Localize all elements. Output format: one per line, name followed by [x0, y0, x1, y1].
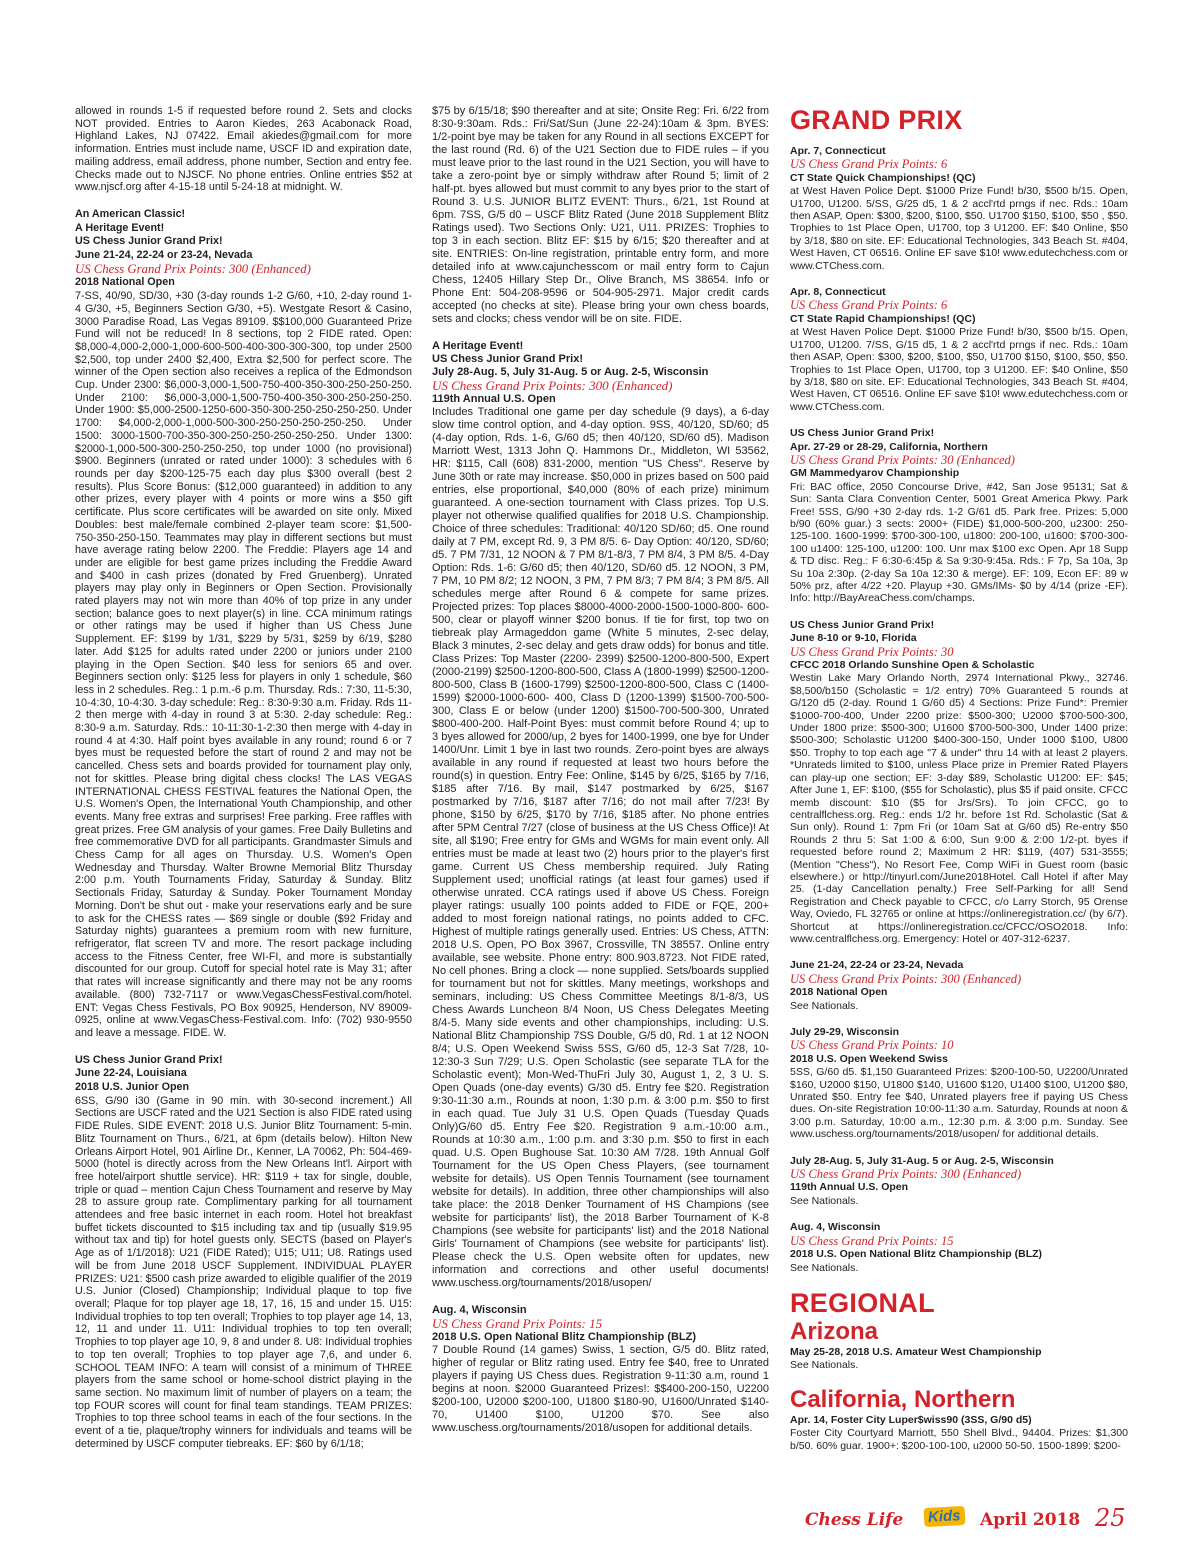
listing-text: See Nationals. [790, 1261, 859, 1274]
spacer [790, 417, 1128, 427]
listing-text: Westin Lake Mary Orlando North, 2974 International Pkwy., 32746. $8,500/b150 (Scholastic = 1/2 entry) 70% Guaranteed 5 rounds at G/120 d5 (2-day. Round 1 G/60 d5) 4 Sections: Prize Fund*: Premier $1000-700-400, Under 2200 prize: $500-300; U2000 $700-500-300, Under 1800 prize: $500-300; U1600 $700-500-300, Under 1400 prize: $500-300; Scholastic U1200 $400-300-150, Under 1000 $100, U800 $50. Trophy to top each age "7 & under" thru 14 with at least 2 players. *Unrateds limited to $100, unless Place prize in Premier Rated Players can play-up one section; EF: 3-day $89, Scholastic U1200: EF: $45; After June 1, EF: $100, ($55 for Scholastic), plus $5 if paid onsite. CFCC memb discount: $10 ($5 for Jrs/Srs). To join CFCC, go to centralflchess.org. Reg.: ends 1/2 hr. before 1st Rd. Scholastic (Sat & Sun only). Round 1: 7pm Fri (or 10am Sat at G/60 d5) Re-entry $50 Rounds 2 thru 5: Sat 1:00 & 6:00, Sun 9:00 & 2:00 1/2-pt. byes if requested before round 2; Maximum 2 HR: $119, (407) 531-3555; (Mention "Chess"), No Resort Fee, Comp WiFi in Guest room (basic elsewhere.) or http://tinyurl.com/June2018Hotel. Call Hotel if after May 25. (1-day Cancellation penalty.) Free Self-Parking for all! Send Registration and Check payable to CFCC, c/o Larry Storch, 95 Orense Way, Oviedo, FL 32765 or online at https://onlineregistration.cc/ (by 6/7). Shortcut at https://onlineregistration.cc/CFCC/OSO2018. Info: www.centralflchess.org. Emergency: Hotel or 407-312-6237. [790, 672, 1128, 945]
region-heading: Arizona [790, 1317, 879, 1345]
grand-prix-points: US Chess Grand Prix Points: 30 [790, 644, 954, 659]
listing-text: 5SS, G/60 d5. $1,150 Guaranteed Prizes: $200-100-50, U2200/Unrated $160, U2000 $150, U1800 $140, U1600 $120, U1400 $100, U1200 $80, Unrated $50. Entry fee $40, Unrated players free if paying US Chess dues. On-site Registration 10:00-11:30 a.m. Saturday, Rounds at noon & 3:00 p.m. Saturday, 10:00 a.m., 12:30 p.m. & 3:00 p.m. Sunday. See www.uschess.org/tournaments/2018/usopen/ for additional details. [790, 1066, 1128, 1141]
spacer [790, 1376, 1128, 1386]
listing-text: See Nationals. [790, 1359, 859, 1372]
listing-text: Foster City Courtyard Marriott, 550 Shell Blvd., 94404. Prizes: $1,300 b/50. 60% guar. 1900+: $200-100-100, u2000 50-50. 1500-1899: $200- [790, 1427, 1128, 1452]
listing-heading: July 28-Aug. 5, July 31-Aug. 5 or Aug. 2-5, Wisconsin [790, 1154, 1054, 1167]
region-heading: California, Northern [790, 1385, 1016, 1413]
spacer [790, 949, 1128, 959]
spacer [790, 276, 1128, 286]
listing-text: at West Haven Police Dept. $1000 Prize Fund! b/30, $500 b/15. Open, U1700, U1200. 7/SS, G/15 d5, 1 & 2 accl'rtd prngs if nec. Rds.: 10am then ASAP, Open: $300, $200, $100, $50, U1700 $150, $100, $50, $50. Trophies to 1st Place Open, U1700, top 3 U1200. EF: $40 Online, $50 by 3/18, $80 on site. EF: Educational Technologies, 343 Beach St. #404, West Haven, CT 06516. Online EF save $10! www.edutechchess.com or www.CTChess.com. [790, 326, 1128, 413]
listing-heading: July 28-Aug. 5, July 31-Aug. 5 or Aug. 2-5, Wisconsin [432, 366, 709, 378]
grand-prix-points: US Chess Grand Prix Points: 300 (Enhanced) [75, 261, 311, 276]
spacer [75, 198, 412, 208]
spacer [75, 1044, 412, 1054]
listing-heading: US Chess Junior Grand Prix! [75, 235, 223, 248]
listing-heading: 2018 U.S. Open National Blitz Championship (BLZ) [790, 1248, 1043, 1261]
listing-text: 7-SS, 40/90, SD/30, +30 (3-day rounds 1-2 G/60, +10, 2-day round 1-4 G/30, +5, Beginners Section G/30, +5). Westgate Resort & Casino, 3000 Paradise Road, Las Vegas 89109. $$100,000 Guaranteed Prize Fund will not be reduced! In 8 sections, top 2 FIDE rated. Open: $8,000-4,000-2,000-1,000-600-500-400-300-300-300, top under 2500 $2,500, top under 2400 $2,400, Extra $2,500 for perfect score. The winner of the Open section also receives a replica of the Edmondson Cup. Under 2300: $6,000-3,000-1,500-750-400-350-300-250-250-250. Under 2100: $6,000-3,000-1,500-750-400-350-300-250-250-250. Under 1900: $5,000-2500-1250-600-350-300-250-250-250-250. Under 1700: $4,000-2,000-1,000-500-300-250-250-250-250-250. Under 1500: 3000-1500-700-350-300-250-250-250-250-250. Under 1300: $2000-1,000-500-300-250-250-250, top under 1000 (no provisional) $900. Beginners (unrated or rated under 1000): 3 schedules with 6 rounds per day $200-125-75 each day plus $300 overall (best 2 results). Plus Score Bonus: ($12,000 guaranteed) in addition to any other prizes, every player with 4 points or more wins a $50 gift certificate. Plus score certificates will be awarded on site only. Mixed Doubles: best male/female combined 2-player team score: $1,500-750-350-250-150. Teammates may play in different sections but must have average rating below 2200. The Freddie: Players age 14 and under are eligible for best game prizes including the Freddie Award and $400 in cash prizes (donated by Fred Gruenberg). Unrated players may play only in Beginners or Open Section. Provisionally rated players may not win more than 40% of top prize in any under section; balance goes to next player(s) in line. CCA minimum ratings or other ratings may be used if higher than US Chess June Supplement. EF: $199 by 1/31, $229 by 5/31, $259 by 6/19, $280 later. Add $125 for adults rated under 2200 or juniors under 2100 playing in the Open Section. $40 less for seniors 65 and over. Beginners section only: $125 less for players in only 1 schedule, $60 less in 2 schedules. Reg.: 1 p.m.-6 p.m. Thursday. Rds.: 7:30, 11-5:30, 10-4:30, 10-4:30. 3-day schedule: Reg.: 8:30-9:30 a.m. Friday. Rds 11-2 then merge with 4-day in round 3 at 5:30. 2-day schedule: Reg.: 8:30-9 a.m. Saturday. Rds.: 10-11:30-1-2:30 then merge with 4-day in round 4 at 4:30. Half point byes available in any round; round 6 or 7 byes must be requested before the start of round 2 and may not be cancelled. Chess sets and boards provided for tournament play only, not for skittles. Please bring digital chess clocks! The LAS VEGAS INTERNATIONAL CHESS FESTIVAL features the National Open, the U.S. Women's Open, the International Youth Championship, and other events. Many free extras and surprises! Free parking. Free raffles with great prizes. Free GM analysis of your games. Free Daily Bulletins and free commemorative DVD for all participants. Grandmaster Simuls and Chess Camp for all ages on Thursday. U.S. Women's Open Wednesday and Thursday. Walter Browne Memorial Blitz Thursday 2:00 p.m. Youth Tournaments Friday, Saturday & Sunday. Blitz Sectionals Friday, Saturday & Sunday. Poker Tournament Monday Morning. Don't be shut out - make your reservations early and be sure to ask for the CHESS rates — $69 single or double ($92 Friday and Saturday nights) guarantees a premium room with new furniture, refrigerator, flat screen TV and more. The resort package including access to the Fitness Center, free WI-FI, and more is substantially discounted for our group. Cutoff for special hotel rate is May 31; after that rates will increase significantly and there may not be any rooms available. (800) 732-7117 or www.VegasChessFestival.com/hotel. ENT: Vegas Chess Festivals, PO Box 90925, Henderson, NV 89009-0925, online at www.VegasChess-Festival.com. Info: (702) 930-9550 and leave a message. FIDE. W. [75, 290, 412, 1039]
listing-heading: 2018 U.S. Open Weekend Swiss [790, 1052, 948, 1065]
section-heading: GRAND PRIX [790, 105, 963, 135]
listing-heading: Apr. 27-29 or 28-29, California, Northern [790, 440, 988, 453]
listing-heading: June 21-24, 22-24 or 23-24, Nevada [75, 249, 253, 262]
grand-prix-points: US Chess Grand Prix Points: 6 [790, 157, 948, 172]
listing-heading: A Heritage Event! [432, 340, 524, 352]
spacer [790, 1016, 1128, 1026]
listing-heading: May 25-28, 2018 U.S. Amateur West Championship [790, 1345, 1042, 1358]
listing-text: Fri: BAC office, 2050 Concourse Drive, #42, San Jose 95131; Sat & Sun: Santa Clara Convention Center, 5001 Great America Pkwy. Park Free! 5SS, G/90 +30 2-day rds. 1-2 G/61 d5. Park free. Prizes: 5,000 b/90 (60% guar.) 3 sects: 2000+ (FIDE) $1,000-500-200, u2300: 250-125-100. 1600-1999: $700-300-100, u1800: 200-100, u1600: $700-300-100 u1400: 125-100, u1200: 100. Unr max $100 exc Open. Apr 18 Supp & TD disc. Reg.: F 6:30-6:45p & Sa 9:30-9:45a. Rds.: F 7p, Sa 10a, 3p Su 10a 2:30p. (2-day Sa 10a 12:30 & merge). EF: 109, Econ EF: 89 w 50% prz, after 4/22 +20. Playup +30. GMs/IMs- $0 by 4/14 (prize -EF). Info: http://BayAreaChess.com/champs. [790, 480, 1128, 605]
listing-heading: 119th Annual U.S. Open [432, 393, 556, 405]
listing-heading: CFCC 2018 Orlando Sunshine Open & Scholastic [790, 659, 1035, 672]
grand-prix-points: US Chess Grand Prix Points: 6 [790, 298, 948, 313]
page-number: 25 [1095, 1504, 1126, 1532]
grand-prix-points: US Chess Grand Prix Points: 15 [432, 1316, 603, 1331]
listing-heading: 2018 U.S. Junior Open [75, 1081, 190, 1094]
spacer [790, 1211, 1128, 1221]
listing-heading: CT State Quick Championships! (QC) [790, 171, 976, 184]
spacer [432, 330, 769, 340]
listing-text: See Nationals. [790, 999, 859, 1012]
listing-heading: June 21-24, 22-24 or 23-24, Nevada [790, 959, 964, 972]
listing-heading: 2018 National Open [790, 986, 888, 999]
listing-heading: June 22-24, Louisiana [75, 1067, 187, 1080]
listing-heading: 2018 National Open [75, 276, 175, 289]
listing-heading: A Heritage Event! [75, 221, 165, 234]
listing-heading: Apr. 14, Foster City Luper$wiss90 (3SS, G/90 d5) [790, 1413, 1032, 1426]
spacer [790, 135, 1128, 145]
spacer [790, 1278, 1128, 1288]
spacer [790, 609, 1128, 619]
listing-heading: Aug. 4, Wisconsin [432, 1304, 527, 1316]
listing-heading: Apr. 8, Connecticut [790, 286, 886, 299]
spacer [432, 1294, 769, 1304]
column-right [790, 105, 1128, 1456]
listing-text: allowed in rounds 1-5 if requested before round 2. Sets and clocks NOT provided. Entries to Aaron Kiedes, 263 Acabonack Road, Highland Lakes, NJ 07422. Email akiedes@gmail.com for more information. Entries must include name, USCF ID and expiration date, mailing address, email address, phone number, Section and entry fee. Checks made out to NJSCF. No phone entries. Online entries $52 at www.njscf.org after 4-15-18 until 5-24-18 at midnight. W. [75, 105, 412, 194]
listing-heading: US Chess Junior Grand Prix! [432, 353, 583, 365]
listing-heading: June 8-10 or 9-10, Florida [790, 632, 917, 645]
listing-heading: An American Classic! [75, 207, 186, 220]
listing-text: at West Haven Police Dept. $1000 Prize Fund! b/30, $500 b/15. Open, U1700, U1200. 5/SS, G/25 d5, 1 & 2 accl'rtd prngs if nec. Rds.: 10am then ASAP, Open: $300, $200, $100, $50. U1700 $150, $100, $50 , $50. Trophies to 1st Place Open, U1700, top 3 U1200. EF: $40 Online, $50 by 3/18, $80 on site. EF: Educational Technologies, 343 Beach St. #404, West Haven, CT 06516. Online EF save $10! www.edutechchess.com or www.CTChess.com. [790, 185, 1128, 272]
listing-heading: 119th Annual U.S. Open [790, 1181, 909, 1194]
spacer [790, 1145, 1128, 1155]
listing-heading: CT State Rapid Championships! (QC) [790, 312, 976, 325]
grand-prix-points: US Chess Grand Prix Points: 300 (Enhanced) [790, 971, 1022, 986]
grand-prix-points: US Chess Grand Prix Points: 300 (Enhanced) [432, 378, 673, 393]
issue-date: April 2018 [980, 1510, 1081, 1530]
column-middle [432, 105, 769, 1439]
listing-text: Includes Traditional one game per day schedule (9 days), a 6-day slow time control option, and 4-day option. 9SS, 40/120, SD/60; d5 (4-day option, Rds. 1-6, G/60 d5; then 40/120, SD/60 d5). Madison Marriott West, 1313 John Q. Hammons Dr., Middleton, WI 53562, HR: $115, Call (608) 831-2000, mention "US Chess". Reserve by June 30th or rate may increase. $50,000 in prizes based on 500 paid entries, else proportional, $40,000 (80% of each prize) minimum guaranteed. A one-section tournament with Class prizes. Top U.S. player not otherwise qualified qualifies for 2018 U.S. Championship. Choice of three schedules: Traditional: 40/120 SD/60; d5. One round daily at 7 PM, except Rd. 9, 3 PM 8/5. 6- Day Option: 40/120, SD/60; d5. 7 PM 7/31, 12 NOON & 7 PM 8/1-8/3, 7 PM 8/4, 3 PM 8/5. 4-Day Option: Rds. 1-6: G/60 d5; then 40/120, SD/60 d5. 12 NOON, 3 PM, 7 PM, 10 PM 8/2; 12 NOON, 3 PM, 7 PM 8/3; 7 PM 8/4; 3 PM 8/5. All schedules merge after Round 6 & compete for same prizes. Projected prizes: Top places $8000-4000-2000-1500-1000-800- 600-500, clear or playoff winner $200 bonus. If tie for first, top two on tiebreak play Armageddon game (White 5 minutes, 2-sec delay, Black 3 minutes, 2-sec delay and gets draw odds) for bonus and title. Class Prizes: Top Master (2200- 2399) $2500-1200-800-500, Expert (2000-2199) $2500-1200-800-500, Class A (1800-1999) $2500-1200-800-500, Class B (1600-1799) $2500-1200-800-500, Class C (1400-1599) $2000-1000-600- 400, Class D (1200-1399) $1500-700-500-300, Class E or below (under 1200) $1500-700-500-300, Unrated $800-400-200. Half-Point Byes: must commit before Round 4; up to 3 byes allowed for 2000/up, 2 byes for 1400-1999, one bye for Under 1400/Unr. Limit 1 bye in last two rounds. Zero-point byes are always available in any round if requested at least two hours before the round(s) in question. Entry Fee: Online, $145 by 6/25, $165 by 7/16, $185 after 7/16. By mail, $147 postmarked by 6/25, $167 postmarked by 7/16, $187 after 7/16; do not mail after 7/23! By phone, $150 by 6/25, $170 by 7/16, $185 after. No phone entries after 5PM Central 7/27 (close of business at the US Chess Office)! At site, all $190; Free entry for GMs and WGMs for main event only. All entries must be made at least two (2) hours prior to the player's first game. Current US Chess membership required. July Rating Supplement used; unofficial ratings (at least four games) used if otherwise unrated. CCA ratings used if above US Chess. Foreign player ratings: usually 100 points added to FIDE or FQE, 200+ added to most foreign national ratings, no points added to CFC. Highest of multiple ratings generally used. Entries: US Chess, ATTN: 2018 U.S. Open, PO Box 3967, Crossville, TN 38557. Online entry available, see website. Phone entry: 800.903.8723. Not FIDE rated, No cell phones. Bring a clock — none supplied. Sets/boards supplied for tournament but not for skittles. Many meetings, workshops and seminars, including: US Chess Committee Meetings 8/1-8/3, US Chess Awards Luncheon 8/4 Noon, US Chess Delegates Meeting 8/4-5. Many side events and other championships, including: U.S. National Blitz Championship 7SS Double, G/5 d0, Rd. 1 at 12 NOON 8/4; U.S. Open Weekend Swiss 5SS, G/60 d5, 12-3 Sat 7/28, 10-12:30-3 Sun 7/29; U.S. Open Scholastic (see separate TLA for the Scholastic event); Mon-Wed-ThuFri July 30, August 1, 2, 3 U. S. Open Quads (one-day events) G/30 d5. Entry fee $20. Registration 9:30-11:30 a.m., Rounds at noon, 1:30 p.m. & 3:00 p.m. $50 to first in each quad. Tue July 31 U.S. Open Quads (Tuesday Quads Only)G/60 d5. Entry Fee $20. Registration 9 a.m.-10:00 a.m., Rounds at 10:30 a.m., 1:00 p.m. and 3:30 p.m. $50 to first in each quad. U.S. Open Bughouse Sat. 10:30 AM 7/28. 19th Annual Golf Tournament for the US Open Chess Players, (see tournament website for details). US Open Tennis Tournament (see tournament website for details). In addition, three other championships will also take place: the 2018 Denker Tournament of HS Champions (see website for participants' list), the 2018 Barber Tournament of K-8 Champions (see website for participants' list) and the 2018 National Girls' Tournament of Champions (see website for participants' list). Please check the U.S. Open website often for updates, new information and corrections and other useful documents! www.uschess.org/tournaments/2018/usopen/ [432, 406, 769, 1289]
listing-text: See Nationals. [790, 1194, 859, 1207]
kids-badge: Kids [924, 1506, 965, 1527]
grand-prix-points: US Chess Grand Prix Points: 30 (Enhanced) [790, 452, 1015, 467]
listing-heading: US Chess Junior Grand Prix! [75, 1053, 223, 1066]
listing-heading: July 29-29, Wisconsin [790, 1026, 900, 1038]
magazine-brand: Chess Life [805, 1510, 904, 1530]
section-heading: REGIONAL [790, 1287, 935, 1318]
listing-heading: Aug. 4, Wisconsin [790, 1221, 881, 1234]
listing-heading: 2018 U.S. Open National Blitz Championship (BLZ) [432, 1331, 697, 1343]
listing-text: 6SS, G/90 i30 (Game in 90 min. with 30-second increment.) All Sections are USCF rated and the U21 Section is also FIDE rated using FIDE Rules. SIDE EVENT: 2018 U.S. Junior Blitz Tournament: 5-min. Blitz Tournament on Thurs., 6/21, at 6pm (details below). Hilton New Orleans Airport Hotel, 901 Airline Dr., Kenner, LA 70062, Ph: 504-469-5000 (hotel is directly across from the New Orleans Int'l. Airport with free hotel/airport shuttle service). HR: $119 + tax for single, double, triple or quad – mention Cajun Chess Tournament and reserve by May 28 to assure group rate. Complimentary parking for all tournament attendees and free basic internet in each room. Hotel hot breakfast buffet tickets discounted to $15 including tax and tip (usually $19.95 without tax and tip) for hotel guests only. SECTS (based on Player's Age as of 1/1/2018): U21 (FIDE Rated); U15; U11; U8. Ratings used will be from June 2018 USCF Supplement. INDIVIDUAL PLAYER PRIZES: U21: $500 cash prize awarded to eligible qualifier of the 2019 U.S. Junior (Closed) Championship; Individual plaque to top five overall; Plaque for top player age 18, 17, 16, 15 and under 15. U15: Individual trophies to top ten overall; Trophies to top player age 14, 13, 12, 11 and under 11. U11: Individual trophies to top ten overall; Trophies to top player age 10, 9, 8 and under 8. U8: Individual trophies to top ten overall; Trophies to top player age 7,6, and under 6. SCHOOL TEAM INFO: A team will consist of a minimum of THREE players from the same school or home-school district playing in the same section. No maximum limit of number of players on a team; the top FOUR scores will count for final team standings. TEAM PRIZES: Trophies to top three school teams in each of the four sections. In the event of a tie, plaque/trophy winners for individuals and teams will be determined by USCF computer tiebreaks. EF: $60 by 6/1/18; [75, 1094, 413, 1450]
grand-prix-points: US Chess Grand Prix Points: 15 [790, 1233, 954, 1248]
grand-prix-points: US Chess Grand Prix Points: 300 (Enhanced) [790, 1167, 1022, 1182]
listing-heading: US Chess Junior Grand Prix! [790, 618, 935, 631]
listing-heading: GM Mammedyarov Championship [790, 467, 960, 480]
grand-prix-points: US Chess Grand Prix Points: 10 [790, 1038, 954, 1053]
column-left [75, 105, 412, 1454]
listing-heading: US Chess Junior Grand Prix! [790, 427, 935, 440]
listing-text: $75 by 6/15/18; $90 thereafter and at site; Onsite Reg: Fri. 6/22 from 8:30-9:30am. Rds.: Fri/Sat/Sun (June 22-24):10am & 3pm. BYES: 1/2-point bye may be taken for any Round in all sections EXCEPT for the last round (Rd. 6) of the U21 Section due to FIDE rules – if you must leave prior to the last round in the U21 Section, you will have to take a zero-point bye or simply withdraw after Round 5; limit of 2 half-pt. byes allowed but must commit to any byes prior to the start of Round 3. U.S. JUNIOR BLITZ EVENT: Thurs., 6/21, 1st Round at 6pm. 7SS, G/5 d0 – USCF Blitz Rated (June 2018 Supplement Blitz Ratings used). Two Sections Only: U21, U11. PRIZES: Trophies to top 3 in each section. Blitz EF: $15 by 6/15; $20 thereafter and at site. ENTRIES: On-line registration, printable entry form, and more detailed info at www.cajunchesscom or mail entry form to Cajun Chess, 12405 Hillary Step Dr., Olive Branch, MS 38654. Info or Phone Ent: 504-208-9596 or 504-905-2971. Major credit cards accepted (no checks at site). Please bring your own chess boards, sets and clocks; chess vendor will be on site. FIDE. [432, 105, 769, 325]
page-footer [800, 1504, 1140, 1536]
listing-text: 7 Double Round (14 games) Swiss, 1 section, G/5 d0. Blitz rated, higher of regular or Blitz rating used. Entry fee $40, free to Unrated players if paying US Chess dues. Registration 9-11:30 a.m, round 1 begins at noon. $2000 Guaranteed Prizes!: $$400-200-150, U2200 $200-100, U2000 $200-100, U1800 $180-90, U1600/Unrated $140-70, U1400 $100, U1200 $70. See also www.uschess.org/tournaments/2018/usopen for additional details. [432, 1344, 769, 1434]
listing-heading: Apr. 7, Connecticut [790, 145, 886, 157]
